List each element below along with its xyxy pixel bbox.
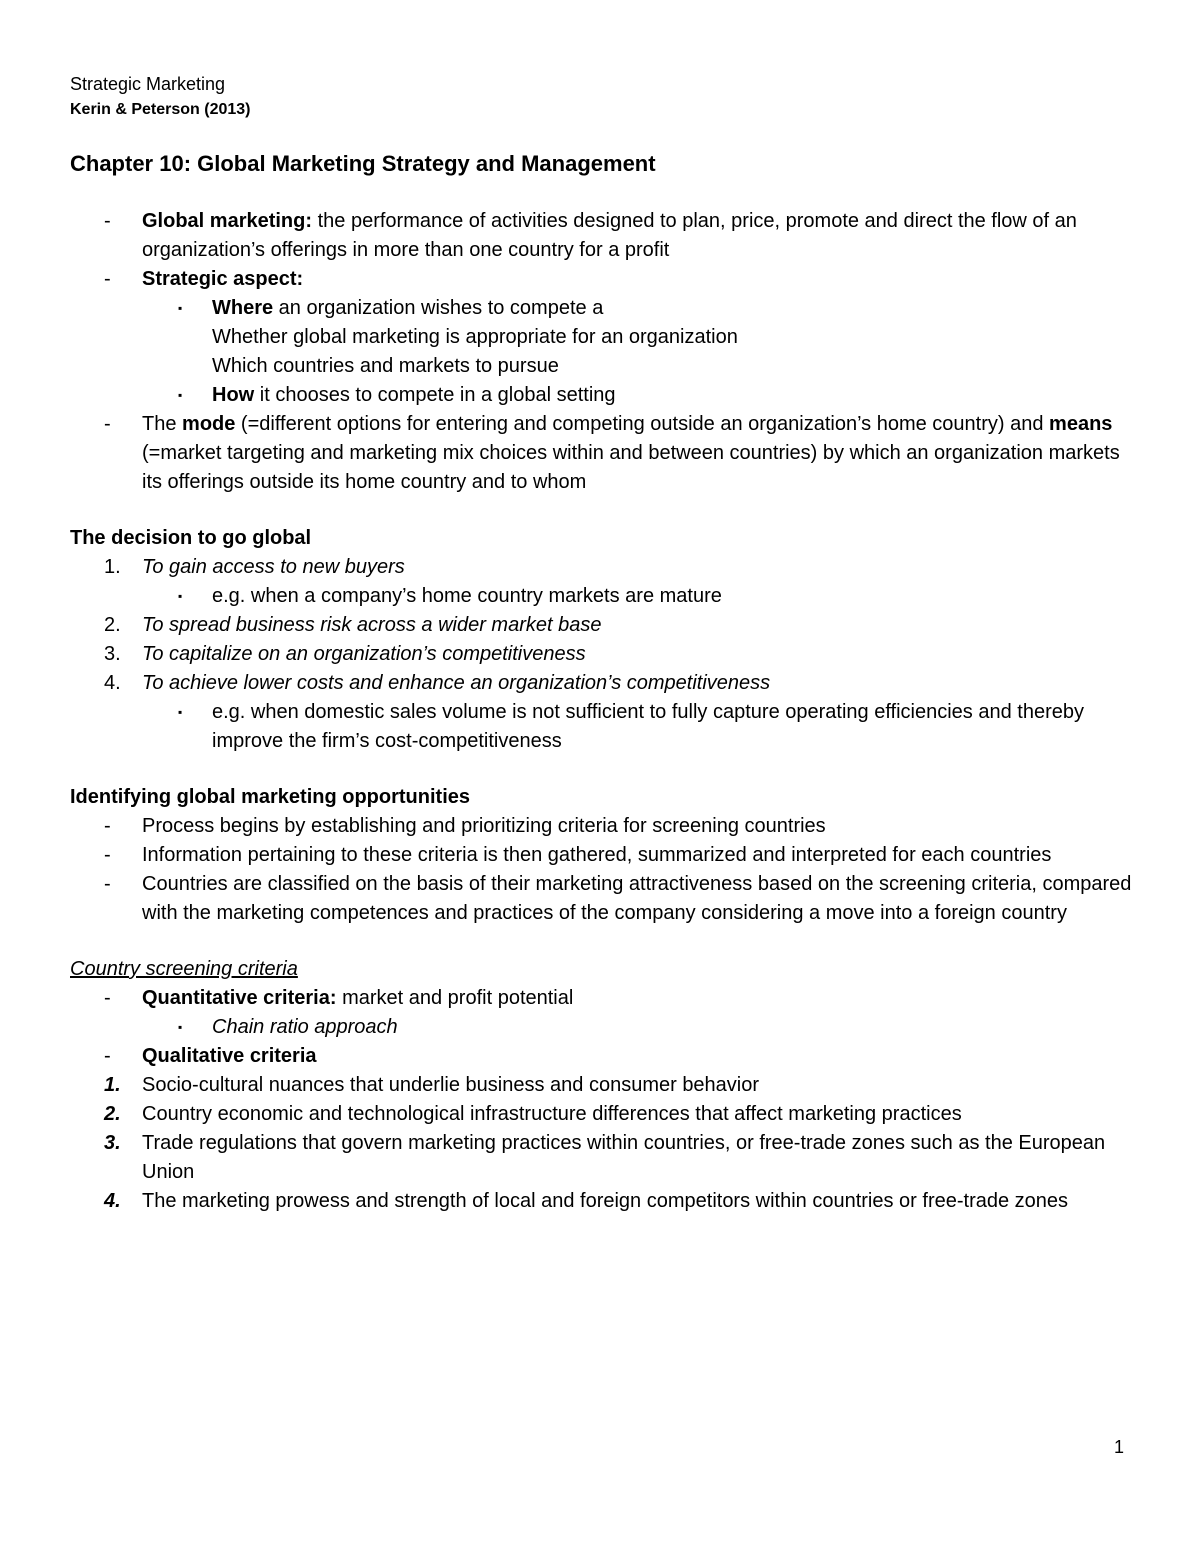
list-item	[70, 984, 1132, 1013]
list-item	[70, 410, 1132, 497]
list-item	[70, 812, 1132, 841]
list-item	[70, 1071, 1132, 1100]
item-number: 1.	[104, 556, 121, 578]
list-item	[70, 1187, 1132, 1216]
item-number: 1.	[104, 1074, 121, 1096]
list-item	[70, 1013, 1132, 1042]
chapter-title: Chapter 10: Global Marketing Strategy and Management	[70, 151, 656, 176]
item-number: 4.	[104, 672, 121, 694]
list-item	[70, 1100, 1132, 1129]
dash-bullet: -	[104, 1045, 111, 1067]
page-number: 1	[1114, 1437, 1125, 1457]
dash-bullet: -	[104, 413, 111, 435]
list-item	[70, 669, 1132, 698]
list-item	[70, 698, 1132, 756]
subsection-heading: Country screening criteria	[70, 958, 298, 980]
list-item	[70, 207, 1132, 265]
term: Where	[212, 297, 274, 319]
dash-bullet: -	[104, 844, 111, 866]
term: Strategic aspect:	[142, 268, 304, 290]
list-text: Chain ratio approach	[212, 1016, 398, 1038]
list-text: Whether global marketing is appropriate for an organization	[212, 326, 738, 348]
source-citation: Kerin & Peterson (2013)	[70, 101, 251, 118]
dash-bullet: -	[104, 210, 111, 232]
list-text: The	[142, 413, 183, 435]
term: Qualitative criteria	[142, 1045, 317, 1067]
item-number: 3.	[104, 1132, 121, 1154]
item-number: 3.	[104, 643, 121, 665]
list-text: To gain access to new buyers	[142, 556, 405, 578]
list-item	[70, 381, 1132, 410]
square-bullet: ▪	[178, 705, 183, 719]
term: How	[212, 384, 255, 406]
list-text: To achieve lower costs and enhance an organization’s competitiveness	[142, 672, 771, 694]
list-text: Country economic and technological infrastructure differences that affect marketing practices	[142, 1103, 962, 1125]
list-text: (=market targeting and marketing mix choices within and between countries) by which an organization markets its offerings outside its home country and to whom	[142, 442, 1120, 493]
square-bullet: ▪	[178, 589, 183, 603]
list-text: Process begins by establishing and prioritizing criteria for screening countries	[142, 815, 826, 837]
term: means	[1049, 413, 1113, 435]
list-item	[70, 1042, 1132, 1071]
list-item	[70, 553, 1132, 582]
square-bullet: ▪	[178, 1020, 183, 1034]
square-bullet: ▪	[178, 301, 183, 315]
list-text: (=different options for entering and competing outside an organization’s home country) and	[235, 413, 1050, 435]
list-text: The marketing prowess and strength of local and foreign competitors within countries or free-trade zones	[142, 1190, 1069, 1212]
list-item	[70, 294, 1132, 323]
list-item	[70, 841, 1132, 870]
term: mode	[182, 413, 236, 435]
list-text: e.g. when a company’s home country markets are mature	[212, 585, 722, 607]
list-item	[70, 640, 1132, 669]
list-item	[70, 265, 1132, 294]
definition: the performance of activities designed to plan, price, promote and direct the flow of an organization’s offerings in more than one country for a profit	[142, 210, 1077, 261]
list-text: Socio-cultural nuances that underlie business and consumer behavior	[142, 1074, 760, 1096]
dash-bullet: -	[104, 987, 111, 1009]
list-text: Which countries and markets to pursue	[212, 355, 559, 377]
item-number: 2.	[104, 1103, 121, 1125]
list-text: To capitalize on an organization’s competitiveness	[142, 643, 586, 665]
document-body	[70, 148, 1132, 1216]
list-text: To spread business risk across a wider market base	[142, 614, 602, 636]
list-item	[70, 870, 1132, 928]
list-text: Countries are classified on the basis of their marketing attractiveness based on the screening criteria, compared with the marketing competences and practices of the company considering a move into a foreign country	[142, 873, 1132, 924]
item-number: 4.	[104, 1190, 121, 1212]
document-header	[70, 71, 251, 123]
list-text: it chooses to compete in a global setting	[254, 384, 616, 406]
square-bullet: ▪	[178, 388, 183, 402]
section-heading: The decision to go global	[70, 527, 312, 549]
dash-bullet: -	[104, 268, 111, 290]
dash-bullet: -	[104, 873, 111, 895]
term: Quantitative criteria:	[142, 987, 337, 1009]
item-number: 2.	[104, 614, 121, 636]
list-text: e.g. when domestic sales volume is not sufficient to fully capture operating efficiencies and thereby improve the firm’s cost-competitiveness	[212, 701, 1084, 752]
term: Global marketing:	[142, 210, 313, 232]
list-text: market and profit potential	[336, 987, 574, 1009]
course-title: Strategic Marketing	[70, 74, 226, 94]
dash-bullet: -	[104, 815, 111, 837]
list-item	[70, 611, 1132, 640]
list-text: an organization wishes to compete a	[273, 297, 604, 319]
list-text: Trade regulations that govern marketing practices within countries, or free-trade zones such as the European Union	[142, 1132, 1106, 1183]
section-heading: Identifying global marketing opportunities	[70, 786, 471, 808]
list-item	[70, 582, 1132, 611]
list-text: Information pertaining to these criteria is then gathered, summarized and interpreted for each countries	[142, 844, 1052, 866]
list-item	[70, 1129, 1132, 1187]
